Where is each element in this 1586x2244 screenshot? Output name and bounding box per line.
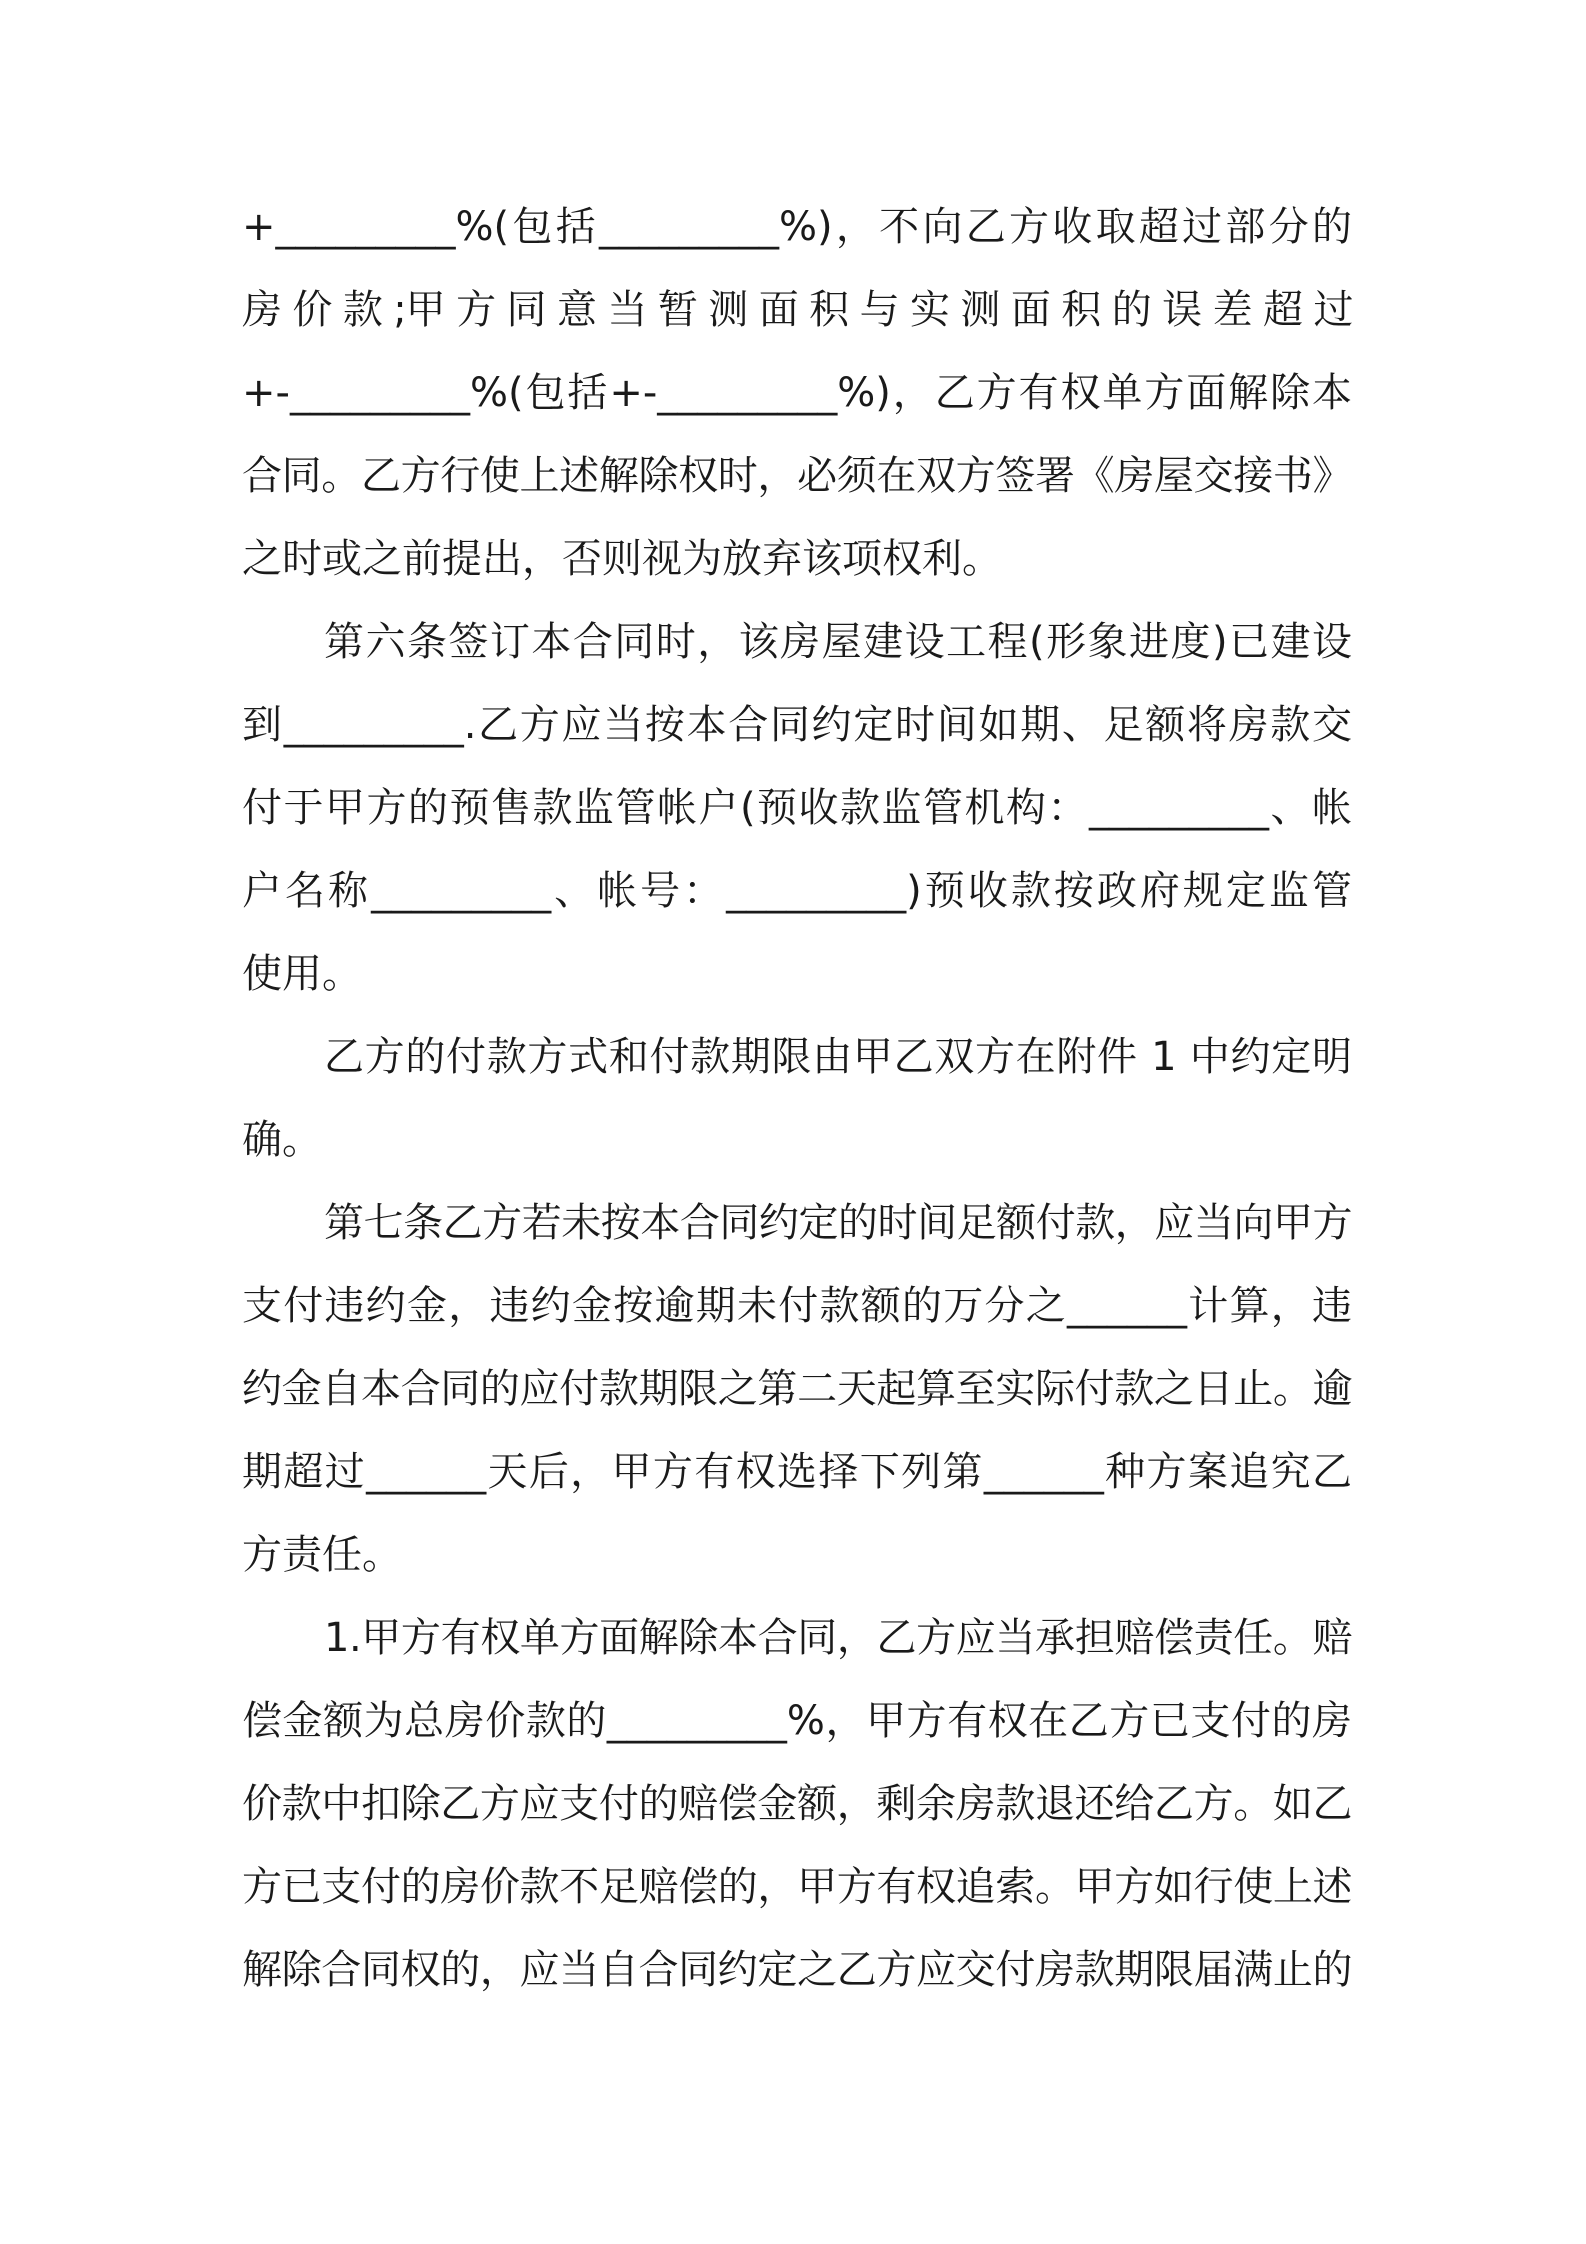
document-body (242, 186, 1352, 2012)
text-line: 方已支付的房价款不足赔偿的，甲方有权追索。甲方如行使上述 (242, 1864, 1352, 1910)
paragraph-option-1 (242, 1597, 1352, 2012)
text-line: 偿金额为总房价款的_________%，甲方有权在乙方已支付的房 (242, 1698, 1352, 1744)
text-line: 期超过______天后，甲方有权选择下列第______种方案追究乙 (242, 1449, 1352, 1495)
text-line: 使用。 (242, 951, 362, 997)
text-line: 付于甲方的预售款监管帐户(预收款监管机构：_________、帐 (242, 785, 1352, 831)
text-line: 户名称_________、帐号：_________)预收款按政府规定监管 (242, 868, 1352, 914)
text-line: 约金自本合同的应付款期限之第二天起算至实际付款之日止。逾 (242, 1366, 1352, 1412)
text-line: 价款中扣除乙方应支付的赔偿金额，剩余房款退还给乙方。如乙 (242, 1781, 1352, 1827)
text-line: 确。 (242, 1117, 322, 1163)
text-line: 之时或之前提出，否则视为放弃该项权利。 (242, 536, 1002, 582)
text-line: 1.甲方有权单方面解除本合同，乙方应当承担赔偿责任。赔 (324, 1615, 1352, 1661)
paragraph-payment-method (242, 1016, 1352, 1182)
text-line: 第六条签订本合同时，该房屋建设工程(形象进度)已建设 (324, 619, 1352, 665)
text-line: 解除合同权的，应当自合同约定之乙方应交付房款期限届满止的 (242, 1947, 1352, 1993)
text-line: 到_________.乙方应当按本合同约定时间如期、足额将房款交 (242, 702, 1352, 748)
text-line: 支付违约金，违约金按逾期未付款额的万分之______计算，违 (242, 1283, 1352, 1329)
text-line: 乙方的付款方式和付款期限由甲乙双方在附件 1 中约定明 (324, 1034, 1352, 1080)
text-line: 合同。乙方行使上述解除权时，必须在双方签署《房屋交接书》 (242, 453, 1352, 499)
text-line: 房 价 款 ;甲 方 同 意 当 暂 测 面 积 与 实 测 面 积 的 误 差 超 过 (242, 287, 1352, 333)
paragraph-continuation (242, 186, 1352, 601)
paragraph-article-7 (242, 1182, 1352, 1597)
text-line: 方责任。 (242, 1532, 402, 1578)
paragraph-article-6 (242, 601, 1352, 1016)
text-line: 第七条乙方若未按本合同约定的时间足额付款，应当向甲方 (324, 1200, 1352, 1246)
text-line: +_________%(包括_________%)，不向乙方收取超过部分的 (242, 204, 1352, 250)
text-line: +-_________%(包括+-_________%)，乙方有权单方面解除本 (242, 370, 1352, 416)
